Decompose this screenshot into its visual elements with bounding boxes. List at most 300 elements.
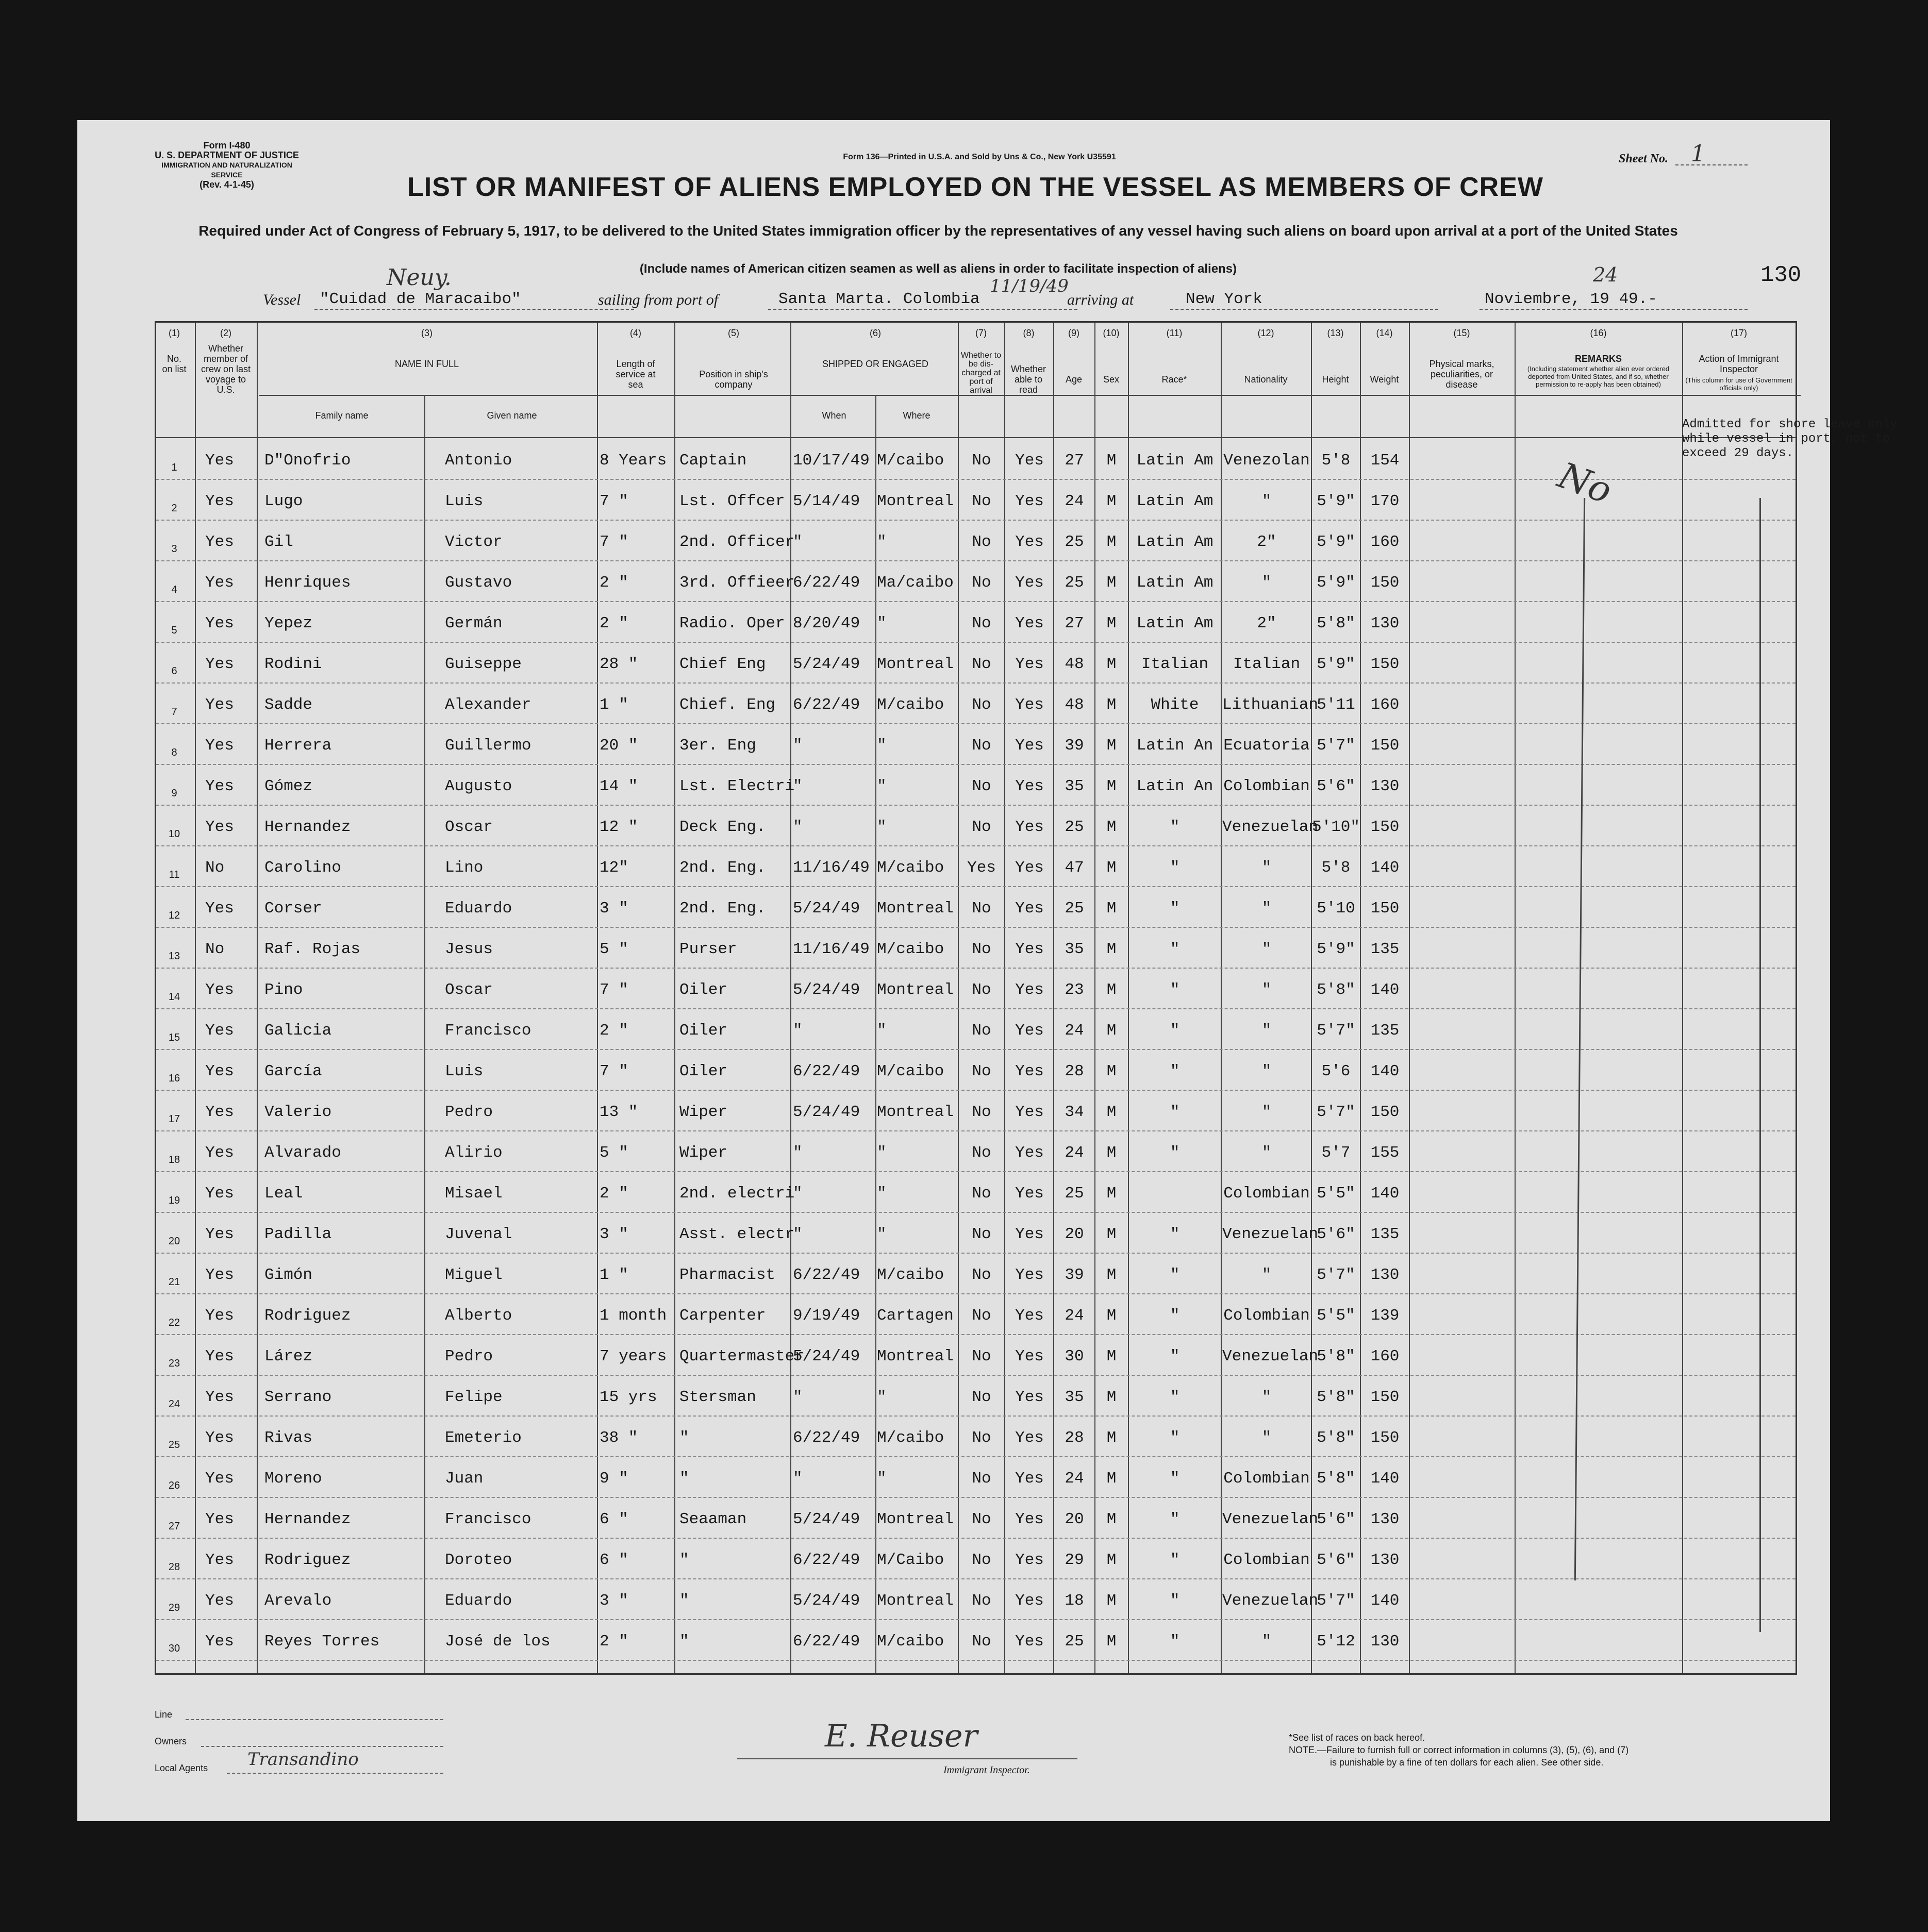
cell-family-name: Lárez [264, 1347, 313, 1365]
cell-height: 5'8" [1317, 1347, 1355, 1365]
cell-given-name: Emeterio [445, 1429, 522, 1447]
page-title: LIST OR MANIFEST OF ALIENS EMPLOYED ON THE VESSEL AS MEMBERS OF CREW [407, 172, 1543, 202]
remarks-admitted: Admitted for shore leave only while vessel in port, not to exceed 29 days. [1682, 418, 1898, 460]
cell-length-service: 6 " [600, 1551, 628, 1569]
cell-where: " [877, 1144, 887, 1162]
cell-height: 5'6" [1317, 1225, 1355, 1243]
row-number: 1 [171, 462, 177, 473]
inspector-signature: E. Reuser [825, 1718, 978, 1754]
col-number-14: (14) [1376, 328, 1393, 338]
hdr-no-on-list: No. on list [162, 354, 187, 374]
cell-family-name: D"Onofrio [264, 452, 351, 470]
row-number: 14 [168, 991, 180, 1003]
cell-race: Latin Am [1136, 452, 1214, 470]
cell-age: 25 [1065, 1185, 1084, 1203]
row-rule [156, 560, 1796, 561]
arrival-date: Noviembre, 19 49.- [1485, 290, 1657, 308]
cell-when: 6/22/49 [793, 1429, 860, 1447]
cell-given-name: Victor [445, 533, 503, 551]
cell-age: 35 [1065, 940, 1084, 958]
col-number-7: (7) [975, 328, 987, 338]
cell-length-service: 15 yrs [600, 1388, 657, 1406]
cell-when: " [793, 533, 803, 551]
cell-discharged: No [972, 1144, 991, 1162]
cell-position: " [679, 1429, 689, 1447]
cell-family-name: Carolino [264, 859, 341, 877]
cell-when: " [793, 1470, 803, 1488]
cell-race: " [1170, 1347, 1180, 1365]
cell-family-name: Arevalo [264, 1592, 332, 1610]
cell-last-voyage: Yes [205, 614, 234, 632]
cell-length-service: 8 Years [600, 452, 667, 470]
cell-where: M/caibo [877, 940, 944, 958]
col-number-10: (10) [1103, 328, 1120, 338]
cell-age: 47 [1065, 859, 1084, 877]
cell-weight: 130 [1370, 614, 1400, 632]
cell-when: 11/16/49 [793, 940, 870, 958]
cell-nationality: " [1261, 981, 1272, 999]
cell-length-service: 2 " [600, 614, 628, 632]
row-number: 3 [171, 543, 177, 555]
row-rule [156, 1171, 1796, 1172]
cell-sex: M [1106, 655, 1117, 673]
cell-where: Montreal [877, 655, 954, 673]
col-number-9: (9) [1068, 328, 1079, 338]
cell-where: M/caibo [877, 696, 944, 714]
cell-weight: 150 [1370, 655, 1400, 673]
column-divider [1515, 323, 1516, 1673]
row-rule [156, 1008, 1796, 1009]
cell-family-name: Alvarado [264, 1144, 341, 1162]
cell-able-read: Yes [1015, 696, 1044, 714]
cell-where: " [877, 1225, 887, 1243]
page-stamp: 130 [1760, 262, 1802, 288]
row-number: 13 [168, 951, 180, 962]
cell-sex: M [1106, 1388, 1117, 1406]
cell-last-voyage: Yes [205, 1347, 234, 1365]
cell-last-voyage: Yes [205, 1225, 234, 1243]
cell-race: Latin An [1136, 777, 1214, 795]
cell-position: " [679, 1633, 689, 1651]
cell-nationality: Venezuelan [1222, 1510, 1319, 1528]
cell-discharged: No [972, 981, 991, 999]
cell-where: Montreal [877, 1592, 954, 1610]
cell-nationality: Venezolan [1223, 452, 1310, 470]
row-rule [156, 1049, 1796, 1050]
cell-able-read: Yes [1015, 1144, 1044, 1162]
cell-where: M/Caibo [877, 1551, 944, 1569]
cell-position: Lst. Electri [679, 777, 795, 795]
cell-able-read: Yes [1015, 614, 1044, 632]
cell-weight: 140 [1370, 859, 1400, 877]
cell-where: " [877, 777, 887, 795]
cell-position: Chief. Eng [679, 696, 776, 714]
cell-weight: 130 [1370, 1266, 1400, 1284]
cell-race: " [1170, 1307, 1180, 1325]
cell-last-voyage: Yes [205, 777, 234, 795]
cell-position: Wiper [679, 1103, 728, 1121]
cell-race: " [1170, 940, 1180, 958]
cell-length-service: 13 " [600, 1103, 638, 1121]
cell-weight: 150 [1370, 1388, 1400, 1406]
cell-age: 24 [1065, 1022, 1084, 1040]
cell-position: Chief Eng [679, 655, 766, 673]
cell-length-service: 5 " [600, 1144, 628, 1162]
cell-age: 25 [1065, 574, 1084, 592]
col-number-5: (5) [728, 328, 739, 338]
cell-weight: 154 [1370, 452, 1400, 470]
row-number: 22 [168, 1317, 180, 1328]
hdr-shipped-engaged: SHIPPED OR ENGAGED [822, 359, 929, 369]
cell-when: " [793, 1225, 803, 1243]
cell-nationality: Colombian [1223, 1551, 1310, 1569]
row-number: 27 [168, 1521, 180, 1532]
cell-able-read: Yes [1015, 737, 1044, 755]
cell-weight: 160 [1370, 696, 1400, 714]
cell-height: 5'8" [1317, 1388, 1355, 1406]
cell-given-name: José de los [445, 1633, 551, 1651]
cell-race: " [1170, 1633, 1180, 1651]
cell-last-voyage: Yes [205, 452, 234, 470]
cell-family-name: Gimón [264, 1266, 313, 1284]
port-underline [768, 309, 1077, 310]
cell-length-service: 7 " [600, 1062, 628, 1080]
cell-sex: M [1106, 940, 1117, 958]
row-number: 30 [168, 1643, 180, 1654]
manifest-sheet [77, 120, 1898, 1821]
cell-weight: 135 [1370, 1225, 1400, 1243]
cell-length-service: 1 month [600, 1307, 667, 1325]
cell-age: 20 [1065, 1510, 1084, 1528]
cell-where: " [877, 1185, 887, 1203]
cell-when: 6/22/49 [793, 1062, 860, 1080]
cell-height: 5'10 [1317, 900, 1355, 918]
cell-able-read: Yes [1015, 1388, 1044, 1406]
cell-family-name: Rodriguez [264, 1551, 351, 1569]
cell-length-service: 3 " [600, 1225, 628, 1243]
cell-discharged: No [972, 614, 991, 632]
cell-discharged: No [972, 1185, 991, 1203]
printer-line: Form 136—Printed in U.S.A. and Sold by Uns & Co., New York U35591 [843, 153, 1116, 161]
cell-last-voyage: Yes [205, 1470, 234, 1488]
cell-age: 29 [1065, 1551, 1084, 1569]
cell-nationality: Colombian [1223, 1185, 1310, 1203]
cell-length-service: 9 " [600, 1470, 628, 1488]
hdr-physical-marks: Physical marks, peculiarities, or disease [1429, 359, 1494, 390]
row-rule [156, 1090, 1796, 1091]
cell-height: 5'8 [1321, 859, 1351, 877]
cell-age: 20 [1065, 1225, 1084, 1243]
cell-position: Pharmacist [679, 1266, 776, 1284]
cell-weight: 155 [1370, 1144, 1400, 1162]
cell-sex: M [1106, 859, 1117, 877]
cell-sex: M [1106, 696, 1117, 714]
cell-height: 5'8" [1317, 981, 1355, 999]
cell-discharged: No [972, 1062, 991, 1080]
hdr-remarks-note: (Including statement whether alien ever ordered deported from United States, and if so, whether permission to re-apply has been obtained) [1527, 365, 1670, 388]
cell-length-service: 28 " [600, 655, 638, 673]
cell-height: 5'8" [1317, 1470, 1355, 1488]
hdr-action: Action of Immigrant Inspector [1699, 354, 1779, 374]
include-note: (Include names of American citizen seamen as well as aliens in order to facilitate inspection of aliens) [639, 262, 1237, 276]
note-failure: NOTE.—Failure to furnish full or correct information in columns (3), (5), (6), and (7) [1289, 1745, 1629, 1755]
row-rule [156, 845, 1796, 846]
cell-length-service: 1 " [600, 696, 628, 714]
cell-given-name: Alexander [445, 696, 531, 714]
cell-weight: 135 [1370, 940, 1400, 958]
cell-given-name: Luis [445, 492, 484, 510]
cell-given-name: Doroteo [445, 1551, 512, 1569]
cell-sex: M [1106, 452, 1117, 470]
row-rule [156, 1497, 1796, 1498]
cell-position: Stersman [679, 1388, 756, 1406]
cell-discharged: No [972, 1307, 991, 1325]
cell-where: M/caibo [877, 859, 944, 877]
cell-last-voyage: Yes [205, 1592, 234, 1610]
column-divider [1221, 323, 1222, 1673]
cell-weight: 130 [1370, 1633, 1400, 1651]
cell-height: 5'6" [1317, 1551, 1355, 1569]
cell-when: " [793, 777, 803, 795]
cell-length-service: 20 " [600, 737, 638, 755]
cell-length-service: 2 " [600, 574, 628, 592]
cell-where: Montreal [877, 1347, 954, 1365]
cell-given-name: Miguel [445, 1266, 503, 1284]
cell-discharged: No [972, 1347, 991, 1365]
row-number: 7 [171, 706, 177, 718]
cell-last-voyage: Yes [205, 1144, 234, 1162]
cell-sex: M [1106, 900, 1117, 918]
header-bottom [156, 437, 1796, 438]
cell-position: Deck Eng. [679, 818, 766, 836]
cell-last-voyage: Yes [205, 818, 234, 836]
cell-family-name: Rodini [264, 655, 322, 673]
cell-nationality: Lithuanian [1222, 696, 1319, 714]
cell-race: " [1170, 900, 1180, 918]
cell-family-name: Lugo [264, 492, 303, 510]
cell-discharged: No [972, 492, 991, 510]
cell-race: Latin Am [1136, 614, 1214, 632]
col-number-13: (13) [1327, 328, 1344, 338]
row-number: 5 [171, 625, 177, 636]
cell-given-name: Pedro [445, 1347, 493, 1365]
cell-sex: M [1106, 1103, 1117, 1121]
sheet-number-line [1675, 164, 1748, 165]
column-divider [1682, 323, 1683, 1673]
cell-weight: 140 [1370, 1592, 1400, 1610]
cell-last-voyage: Yes [205, 696, 234, 714]
cell-able-read: Yes [1015, 574, 1044, 592]
row-number: 24 [168, 1398, 180, 1410]
cell-given-name: Guillermo [445, 737, 531, 755]
cell-height: 5'9" [1317, 574, 1355, 592]
cell-length-service: 7 " [600, 533, 628, 551]
cell-nationality: " [1261, 1388, 1272, 1406]
cell-when: 6/22/49 [793, 1633, 860, 1651]
cell-position: Quartermaster [679, 1347, 804, 1365]
cell-race: " [1170, 1592, 1180, 1610]
row-rule [156, 1660, 1796, 1661]
cell-length-service: 38 " [600, 1429, 638, 1447]
cell-position: 3rd. Offieer [679, 574, 795, 592]
cell-weight: 170 [1370, 492, 1400, 510]
cell-height: 5'8" [1317, 1429, 1355, 1447]
cell-position: Oiler [679, 981, 728, 999]
cell-given-name: Alirio [445, 1144, 503, 1162]
cell-able-read: Yes [1015, 533, 1044, 551]
cell-race: " [1170, 818, 1180, 836]
hdr-where: Where [903, 410, 930, 421]
cell-last-voyage: Yes [205, 1103, 234, 1121]
vessel-name: "Cuidad de Maracaibo" [320, 290, 521, 308]
cell-height: 5'9" [1317, 533, 1355, 551]
cell-nationality: " [1261, 900, 1272, 918]
cell-weight: 130 [1370, 1551, 1400, 1569]
cell-able-read: Yes [1015, 1266, 1044, 1284]
cell-discharged: No [972, 777, 991, 795]
row-number: 19 [168, 1195, 180, 1206]
cell-when: 5/24/49 [793, 900, 860, 918]
cell-nationality: " [1261, 1062, 1272, 1080]
cell-last-voyage: Yes [205, 533, 234, 551]
cell-race: " [1170, 1022, 1180, 1040]
cell-when: 5/14/49 [793, 492, 860, 510]
cell-height: 5'6 [1321, 1062, 1351, 1080]
owners-underline [201, 1746, 443, 1747]
subheader-divider [259, 395, 594, 396]
footer-line-label: Line [155, 1709, 173, 1720]
cell-height: 5'5" [1317, 1307, 1355, 1325]
cell-given-name: Augusto [445, 777, 512, 795]
cell-position: 2nd. Eng. [679, 900, 766, 918]
cell-nationality: " [1261, 492, 1272, 510]
cell-family-name: Padilla [264, 1225, 332, 1243]
cell-discharged: No [972, 696, 991, 714]
cell-family-name: Hernandez [264, 818, 351, 836]
cell-nationality: " [1261, 859, 1272, 877]
cell-weight: 150 [1370, 900, 1400, 918]
cell-able-read: Yes [1015, 1633, 1044, 1651]
cell-age: 28 [1065, 1429, 1084, 1447]
row-rule [156, 520, 1796, 521]
row-rule [156, 1456, 1796, 1457]
cell-age: 25 [1065, 533, 1084, 551]
cell-length-service: 1 " [600, 1266, 628, 1284]
cell-when: 6/22/49 [793, 1266, 860, 1284]
cell-height: 5'7" [1317, 737, 1355, 755]
cell-sex: M [1106, 1022, 1117, 1040]
cell-where: Montreal [877, 981, 954, 999]
cell-where: M/caibo [877, 1633, 944, 1651]
cell-nationality: Colombian [1223, 1470, 1310, 1488]
cell-age: 39 [1065, 1266, 1084, 1284]
row-rule [156, 1253, 1796, 1254]
row-rule [156, 1415, 1796, 1417]
cell-when: " [793, 1022, 803, 1040]
row-rule [156, 601, 1796, 602]
cell-weight: 140 [1370, 1185, 1400, 1203]
cell-weight: 140 [1370, 1062, 1400, 1080]
footer-agents-label: Local Agents [155, 1763, 208, 1773]
row-rule [156, 764, 1796, 765]
cell-family-name: Sadde [264, 696, 313, 714]
cell-discharged: No [972, 1225, 991, 1243]
column-divider [257, 323, 258, 1673]
row-rule [156, 1334, 1796, 1335]
hdr-able-read: Whether able to read [1010, 364, 1046, 395]
cell-last-voyage: Yes [205, 1633, 234, 1651]
row-rule [156, 1578, 1796, 1579]
cell-nationality: Ecuatoria [1223, 737, 1310, 755]
note-races: *See list of races on back hereof. [1289, 1733, 1425, 1743]
cell-sex: M [1106, 1062, 1117, 1080]
cell-weight: 150 [1370, 818, 1400, 836]
col-number-3: (3) [421, 328, 433, 338]
cell-given-name: Francisco [445, 1510, 531, 1528]
cell-where: M/caibo [877, 1429, 944, 1447]
port-to: New York [1186, 290, 1262, 308]
cell-nationality: Venezuelan [1222, 818, 1319, 836]
cell-last-voyage: No [205, 859, 225, 877]
cell-able-read: Yes [1015, 452, 1044, 470]
cell-able-read: Yes [1015, 1510, 1044, 1528]
cell-family-name: Moreno [264, 1470, 322, 1488]
date-underline [1480, 309, 1748, 310]
cell-family-name: Gil [264, 533, 293, 551]
cell-position: Oiler [679, 1062, 728, 1080]
row-number: 21 [168, 1276, 180, 1288]
cell-weight: 130 [1370, 1510, 1400, 1528]
cell-family-name: Henriques [264, 574, 351, 592]
cell-height: 5'9" [1317, 492, 1355, 510]
cell-discharged: No [972, 574, 991, 592]
cell-sex: M [1106, 1592, 1117, 1610]
row-rule [156, 927, 1796, 928]
cell-position: " [679, 1592, 689, 1610]
cell-able-read: Yes [1015, 1470, 1044, 1488]
cell-given-name: Jesus [445, 940, 493, 958]
hdr-height: Height [1322, 374, 1349, 385]
cell-sex: M [1106, 1470, 1117, 1488]
cell-position: Wiper [679, 1144, 728, 1162]
col-number-8: (8) [1023, 328, 1035, 338]
cell-able-read: Yes [1015, 492, 1044, 510]
date-annotation: 11/19/49 [990, 276, 1069, 296]
cell-age: 48 [1065, 696, 1084, 714]
cell-discharged: No [972, 1510, 991, 1528]
cell-sex: M [1106, 981, 1117, 999]
cell-nationality: Colombian [1223, 777, 1310, 795]
column-divider [1004, 323, 1005, 1673]
cell-family-name: Raf. Rojas [264, 940, 361, 958]
row-number: 18 [168, 1154, 180, 1165]
col-number-17: (17) [1730, 328, 1747, 338]
cell-position: Radio. Oper [679, 614, 785, 632]
cell-sex: M [1106, 737, 1117, 755]
cell-length-service: 12 " [600, 818, 638, 836]
cell-able-read: Yes [1015, 940, 1044, 958]
port-from: Santa Marta. Colombia [778, 290, 980, 308]
hdr-given-name: Given name [487, 410, 537, 421]
cell-able-read: Yes [1015, 777, 1044, 795]
cell-discharged: No [972, 1388, 991, 1406]
cell-given-name: Eduardo [445, 1592, 512, 1610]
cell-race: Latin Am [1136, 533, 1214, 551]
cell-when: 6/22/49 [793, 574, 860, 592]
cell-age: 23 [1065, 981, 1084, 999]
cell-able-read: Yes [1015, 1551, 1044, 1569]
cell-where: " [877, 818, 887, 836]
